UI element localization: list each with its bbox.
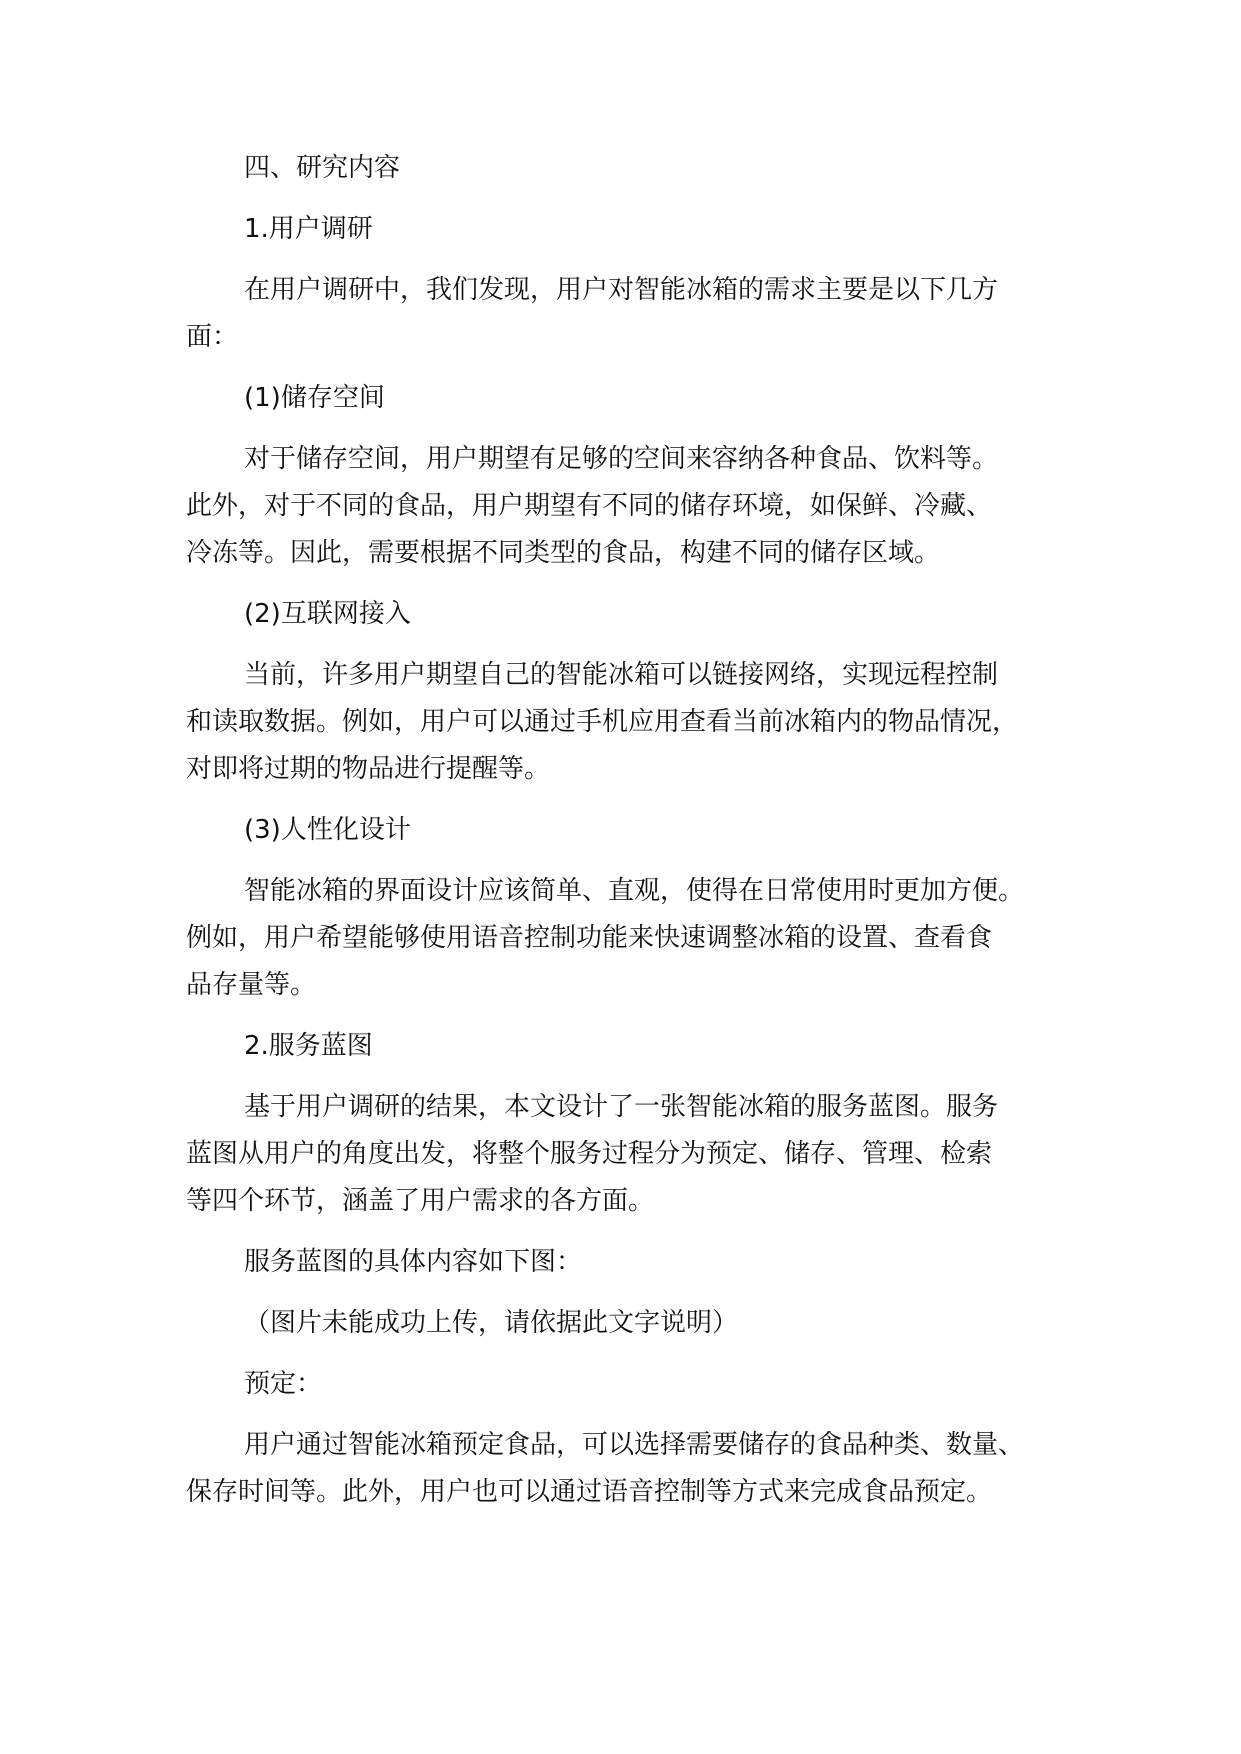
- paragraph-line: 对即将过期的物品进行提醒等。: [186, 754, 551, 784]
- blueprint-intro: [186, 1244, 1086, 1280]
- paragraph-humanized: [186, 873, 1086, 1003]
- paragraph-line: 和读取数据。例如，用户可以通过手机应用查看当前冰箱内的物品情况，: [186, 707, 1019, 737]
- paragraph-line: 等四个环节，涵盖了用户需求的各方面。: [186, 1186, 655, 1216]
- paragraph-line: 例如，用户希望能够使用语音控制功能来快速调整冰箱的设置、查看食: [186, 923, 993, 953]
- image-note-text: （图片未能成功上传，请依据此文字说明）: [244, 1308, 739, 1338]
- paragraph-intro: [186, 272, 1086, 355]
- subsection-heading-blueprint: [186, 1028, 1086, 1064]
- paragraph-line: 品存量等。: [186, 970, 317, 1000]
- paragraph-line: 智能冰箱的界面设计应该简单、直观，使得在日常使用时更加方便。: [244, 876, 1025, 906]
- paragraph-line: 基于用户调研的结果，本文设计了一张智能冰箱的服务蓝图。服务: [244, 1092, 999, 1122]
- paragraph-line: 在用户调研中，我们发现，用户对智能冰箱的需求主要是以下几方: [244, 275, 999, 305]
- reserve-heading-text: 预定：: [244, 1369, 323, 1399]
- reserve-heading: [186, 1366, 1086, 1402]
- document-body: [186, 150, 1086, 1535]
- item-heading-text: (2)互联网接入: [244, 599, 411, 629]
- item-heading-text: (1)储存空间: [244, 383, 385, 413]
- subsection-heading-text: 2.服务蓝图: [244, 1031, 373, 1061]
- paragraph-blueprint: [186, 1089, 1086, 1219]
- item-heading-humanized: [186, 812, 1086, 848]
- paragraph-line: 蓝图从用户的角度出发，将整个服务过程分为预定、储存、管理、检索: [186, 1139, 993, 1169]
- item-heading-storage: [186, 380, 1086, 416]
- paragraph-line: 冷冻等。因此，需要根据不同类型的食品，构建不同的储存区域。: [186, 538, 941, 568]
- image-note: [186, 1305, 1086, 1341]
- blueprint-intro-text: 服务蓝图的具体内容如下图：: [244, 1247, 583, 1277]
- subsection-heading-user-research: [186, 211, 1086, 247]
- paragraph-line: 面：: [186, 322, 239, 352]
- paragraph-line: 当前，许多用户期望自己的智能冰箱可以链接网络，实现远程控制: [244, 660, 999, 690]
- item-heading-internet: [186, 596, 1086, 632]
- subsection-heading-text: 1.用户调研: [244, 214, 373, 244]
- paragraph-line: 此外，对于不同的食品，用户期望有不同的储存环境，如保鲜、冷藏、: [186, 491, 993, 521]
- paragraph-line: 保存时间等。此外，用户也可以通过语音控制等方式来完成食品预定。: [186, 1477, 993, 1507]
- paragraph-line: 用户通过智能冰箱预定食品，可以选择需要储存的食品种类、数量、: [244, 1430, 1025, 1460]
- paragraph-storage: [186, 441, 1086, 571]
- section-heading-text: 四、研究内容: [244, 153, 401, 183]
- section-heading: [186, 150, 1086, 186]
- paragraph-reserve: [186, 1427, 1086, 1510]
- paragraph-line: 对于储存空间，用户期望有足够的空间来容纳各种食品、饮料等。: [244, 444, 999, 474]
- item-heading-text: (3)人性化设计: [244, 815, 411, 845]
- paragraph-internet: [186, 657, 1086, 787]
